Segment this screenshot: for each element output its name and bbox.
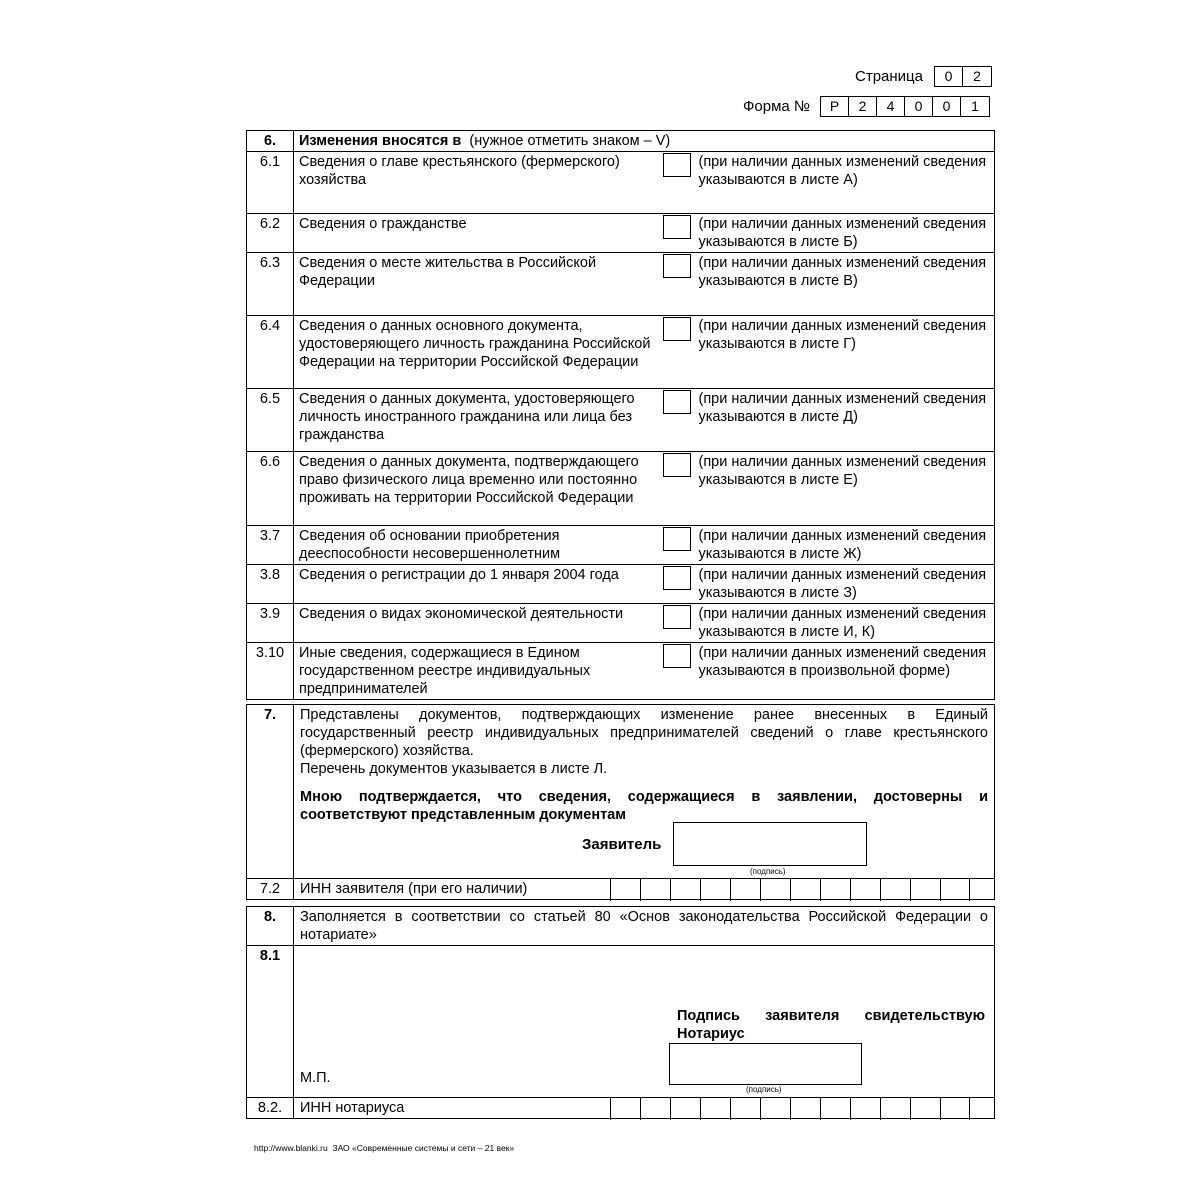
notary-signature-box[interactable] bbox=[669, 1043, 862, 1085]
footer bbox=[254, 1143, 514, 1153]
checkbox-3-8[interactable] bbox=[663, 566, 691, 590]
table-row bbox=[247, 316, 995, 389]
form-digit: 2 bbox=[849, 97, 877, 116]
section-7-confirmation: Мною подтверждается, что сведения, содержащиеся в заявлении, достоверны и соответствуют представленным документам bbox=[300, 789, 988, 823]
checkbox-6-2[interactable] bbox=[663, 215, 691, 239]
checkbox-3-10[interactable] bbox=[663, 644, 691, 668]
section-7-text2: Перечень документов указывается в листе Л. bbox=[300, 761, 608, 777]
row-description: Сведения о данных документа, подтверждающего право физического лица временно или постоянно проживать на территории Российской Федерации bbox=[294, 452, 658, 526]
checkbox-3-7[interactable] bbox=[663, 527, 691, 551]
row-description: Сведения о данных документа, удостоверяющего личность иностранного гражданина или лица без гражданства bbox=[294, 389, 658, 452]
section-6-header-row bbox=[247, 131, 995, 152]
row-note: (при наличии данных изменений сведения указываются в листе И, К) bbox=[694, 604, 995, 643]
row-number: 6.5 bbox=[247, 389, 294, 452]
row-note: (при наличии данных изменений сведения указываются в листе З) bbox=[694, 565, 995, 604]
inn-applicant-row bbox=[294, 879, 995, 900]
checkbox-6-6[interactable] bbox=[663, 453, 691, 477]
inn-applicant-number: 7.2 bbox=[247, 879, 294, 900]
inn-applicant-label: ИНН заявителя (при его наличии) bbox=[300, 881, 528, 897]
row-note: (при наличии данных изменений сведения указываются в листе Ж) bbox=[694, 526, 995, 565]
inn-notary-row bbox=[294, 1098, 995, 1119]
inn-applicant-cells[interactable] bbox=[610, 879, 970, 901]
page-digit: 2 bbox=[973, 68, 981, 84]
applicant-signature-box[interactable] bbox=[673, 822, 867, 866]
row-description: Иные сведения, содержащиеся в Едином государственном реестре индивидуальных предпринимателей bbox=[294, 643, 658, 700]
row-description: Сведения об основании приобретения дееспособности несовершеннолетним bbox=[294, 526, 658, 565]
row-description: Сведения о регистрации до 1 января 2004 года bbox=[294, 565, 658, 604]
checkbox-6-4[interactable] bbox=[663, 317, 691, 341]
section-6-title bbox=[294, 131, 995, 152]
row-number: 6.1 bbox=[247, 152, 294, 214]
row-number: 3.10 bbox=[247, 643, 294, 700]
row-note: (при наличии данных изменений сведения указываются в листе В) bbox=[694, 253, 995, 316]
form-number-boxes bbox=[820, 96, 990, 117]
row-note: (при наличии данных изменений сведения указываются в листе Е) bbox=[694, 452, 995, 526]
table-row bbox=[247, 389, 995, 452]
row-number: 3.9 bbox=[247, 604, 294, 643]
section-6-title-rest: (нужное отметить знаком – V) bbox=[469, 133, 671, 149]
form-digit: 4 bbox=[877, 97, 905, 116]
row-note: (при наличии данных изменений сведения указываются в листе Б) bbox=[694, 214, 995, 253]
row-number: 3.7 bbox=[247, 526, 294, 565]
checkbox-3-9[interactable] bbox=[663, 605, 691, 629]
notary-signature-caption: (подпись) bbox=[746, 1085, 782, 1094]
row-number: 6.3 bbox=[247, 253, 294, 316]
checkbox-6-5[interactable] bbox=[663, 390, 691, 414]
checkbox-6-1[interactable] bbox=[663, 153, 691, 177]
page-label: Страница bbox=[855, 68, 923, 85]
inn-notary-cells[interactable] bbox=[610, 1098, 970, 1120]
applicant-label: Заявитель bbox=[582, 836, 662, 853]
page-digit: 0 bbox=[935, 67, 963, 86]
row-number: 6.6 bbox=[247, 452, 294, 526]
form-digit: Р bbox=[821, 97, 849, 116]
section-7-text: Представлены документов, подтверждающих изменение ранее внесенных в Единый государственный реестр индивидуальных предпринимателей сведений о главе крестьянского (фермерского) хозяйства. bbox=[300, 707, 988, 759]
table-row bbox=[247, 452, 995, 526]
section-8-number: 8. bbox=[247, 907, 294, 946]
section-8-text: Заполняется в соответствии со статьей 80 «Основ законодательства Российской Федерации о нотариате» bbox=[294, 907, 995, 946]
checkbox-6-3[interactable] bbox=[663, 254, 691, 278]
footer-link[interactable]: http://www.blanki.ru bbox=[254, 1143, 328, 1153]
section-6-number: 6. bbox=[247, 131, 294, 152]
footer-company: ЗАО «Современные системы и сети – 21 век» bbox=[332, 1143, 515, 1153]
form-digit: 1 bbox=[971, 98, 979, 114]
row-description: Сведения о месте жительства в Российской Федерации bbox=[294, 253, 658, 316]
form-label: Форма № bbox=[743, 98, 811, 115]
row-note: (при наличии данных изменений сведения указываются в листе Д) bbox=[694, 389, 995, 452]
form-digit: 0 bbox=[905, 97, 933, 116]
table-row bbox=[247, 604, 995, 643]
row-description: Сведения о главе крестьянского (фермерского) хозяйства bbox=[294, 152, 658, 214]
section-6-table bbox=[246, 130, 995, 700]
mp-label: М.П. bbox=[300, 1070, 331, 1086]
table-row bbox=[247, 214, 995, 253]
table-row bbox=[247, 253, 995, 316]
row-note: (при наличии данных изменений сведения указываются в листе Г) bbox=[694, 316, 995, 389]
section-6-title-bold: Изменения вносятся в bbox=[299, 133, 462, 149]
inn-notary-label: ИНН нотариуса bbox=[300, 1100, 405, 1116]
table-row bbox=[247, 643, 995, 700]
table-row bbox=[247, 565, 995, 604]
section-7-number: 7. bbox=[247, 705, 294, 879]
page-number-boxes bbox=[934, 66, 992, 87]
row-description: Сведения о видах экономической деятельности bbox=[294, 604, 658, 643]
row-note: (при наличии данных изменений сведения указываются в листе А) bbox=[694, 152, 995, 214]
row-note: (при наличии данных изменений сведения указываются в произвольной форме) bbox=[694, 643, 995, 700]
inn-notary-number: 8.2. bbox=[247, 1098, 294, 1119]
table-row bbox=[247, 152, 995, 214]
row-description: Сведения о данных основного документа, удостоверяющего личность гражданина Российской Федерации на территории Российской Федерации bbox=[294, 316, 658, 389]
row-number: 3.8 bbox=[247, 565, 294, 604]
row-number: 6.4 bbox=[247, 316, 294, 389]
applicant-signature-caption: (подпись) bbox=[750, 867, 786, 876]
notary-attestation-text: Подпись заявителя свидетельствую Нотариус bbox=[677, 1008, 985, 1042]
section-8-1-number: 8.1 bbox=[247, 946, 294, 1098]
table-row bbox=[247, 526, 995, 565]
row-number: 6.2 bbox=[247, 214, 294, 253]
form-digit: 0 bbox=[933, 97, 961, 116]
row-description: Сведения о гражданстве bbox=[294, 214, 658, 253]
section-7-table bbox=[246, 704, 995, 900]
